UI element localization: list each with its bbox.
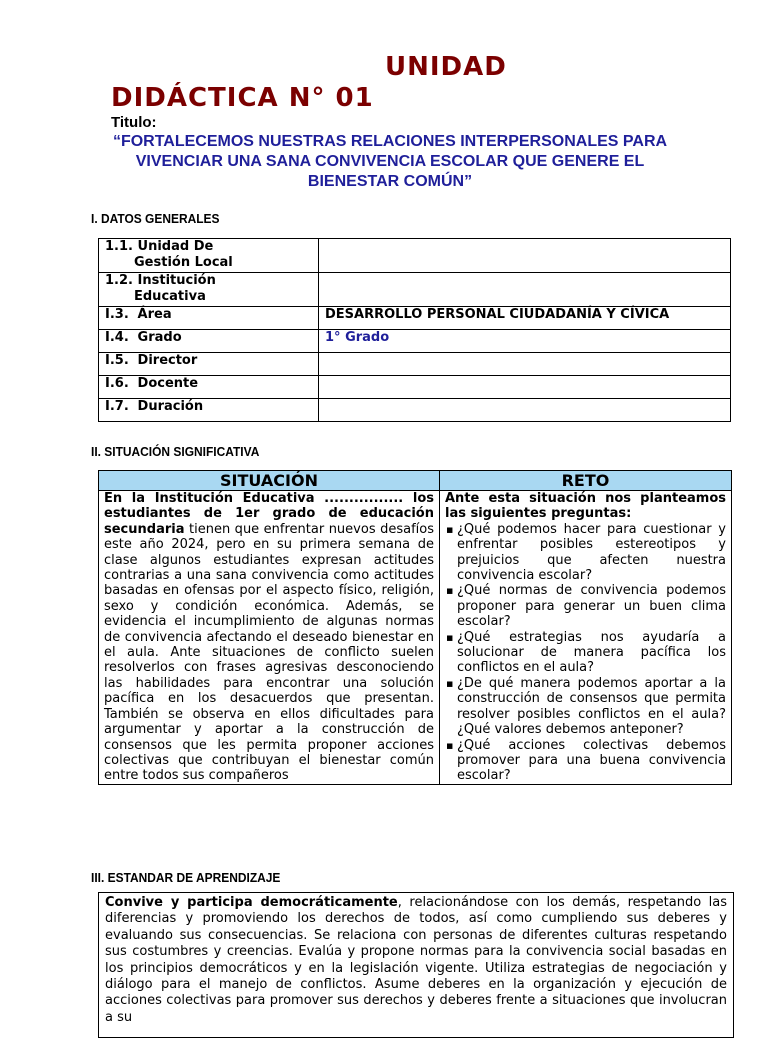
datos-value (319, 273, 731, 307)
estandar-box: Convive y participa democráticamente, relacionándose con los demás, respetando las diferencias y promoviendo los derechos de todos, así como cumpliendo sus deberes y evaluando sus consecuencias. Se relaciona con personas de diferentes culturas respetando sus costumbres y creencias. Evalúa y propone normas para la convivencia social basadas en los principios democráticos y en la legislación vigente. Utiliza estrategias de negociación y diálogo para el manejo de conflictos. Asume deberes en la organización y ejecución de acciones colectivas para promover sus derechos y deberes frente a situaciones que involucran a su (98, 892, 734, 1038)
reto-question: ▪ ¿Qué podemos hacer para cuestionar y enfrentar posibles estereotipos y prejuicios que afecten nuestra convivencia escolar? (457, 522, 726, 584)
datos-label: I.6. Docente (99, 376, 319, 399)
datos-label: I.7. Duración (99, 399, 319, 422)
situacion-header: SITUACIÓN (99, 471, 440, 491)
unit-title-line1: UNIDAD (385, 52, 507, 82)
unit-title-line2: DIDÁCTICA N° 01 (111, 83, 374, 113)
reto-intro: Ante esta situación nos planteamos las siguientes preguntas: (445, 491, 726, 522)
datos-generales-table (98, 238, 731, 422)
datos-value (319, 239, 731, 273)
section-situacion: II. SITUACIÓN SIGNIFICATIVA (91, 444, 260, 459)
datos-row (99, 307, 731, 330)
reto-text (440, 491, 732, 785)
datos-label: I.4. Grado (99, 330, 319, 353)
datos-row (99, 273, 731, 307)
section-datos-generales: I. DATOS GENERALES (91, 211, 220, 226)
datos-row (99, 239, 731, 273)
section-estandar: III. ESTANDAR DE APRENDIZAJE (91, 870, 281, 885)
reto-question: ▪ ¿Qué estrategias nos ayudaría a solucionar de manera pacífica los conflictos en el aula? (457, 630, 726, 676)
reto-question-list (445, 522, 726, 784)
titulo-text: “FORTALECEMOS NUESTRAS RELACIONES INTERPERSONALES PARA VIVENCIAR UNA SANA CONVIVENCIA ESCOLAR QUE GENERE EL BIENESTAR COMÚN” (112, 133, 668, 190)
datos-row (99, 376, 731, 399)
reto-question: ▪ ¿Qué acciones colectivas debemos promover para una buena convivencia escolar? (457, 738, 726, 784)
datos-label: I.5. Director (99, 353, 319, 376)
reto-question: ▪ ¿Qué normas de convivencia podemos proponer para generar un buen clima escolar? (457, 583, 726, 629)
datos-value (319, 376, 731, 399)
datos-label: 1.1. Unidad De Gestión Local (99, 239, 319, 273)
datos-value: DESARROLLO PERSONAL CIUDADANÍA Y CÍVICA (319, 307, 731, 330)
datos-row (99, 399, 731, 422)
situacion-text: En la Institución Educativa ................ los estudiantes de 1er grado de educación secundaria tienen que enfrentar nuevos desafíos este año 2024, pero en su primera semana de clase algunos estudiantes expresan actitudes contrarias a una sana convivencia como actitudes basadas en ofensas por el aspecto físico, religión, sexo y condición económica. Además, se evidencia el incumplimiento de algunas normas de convivencia afectando el deseado bienestar en el aula. Ante situaciones de conflicto suelen resolverlos con frases agresivas desconociendo las habilidades para encontrar una solución pacífica en los desacuerdos que presentan. También se observa en ellos dificultades para argumentar y aportar a la construcción de consensos que les permita proponer acciones colectivas que contribuyan el bienestar común entre todos sus compañeros (99, 491, 440, 785)
reto-header: RETO (440, 471, 732, 491)
datos-row (99, 330, 731, 353)
datos-label: 1.2. Institución Educativa (99, 273, 319, 307)
datos-row (99, 353, 731, 376)
datos-value: 1° Grado (319, 330, 731, 353)
titulo-label: Titulo: (111, 114, 157, 131)
datos-label: I.3. Área (99, 307, 319, 330)
datos-value (319, 353, 731, 376)
situacion-table (98, 470, 732, 785)
reto-question: ▪ ¿De qué manera podemos aportar a la construcción de consensos que permita resolver posibles conflictos en el aula? ¿Qué valores debemos anteponer? (457, 676, 726, 738)
datos-value (319, 399, 731, 422)
